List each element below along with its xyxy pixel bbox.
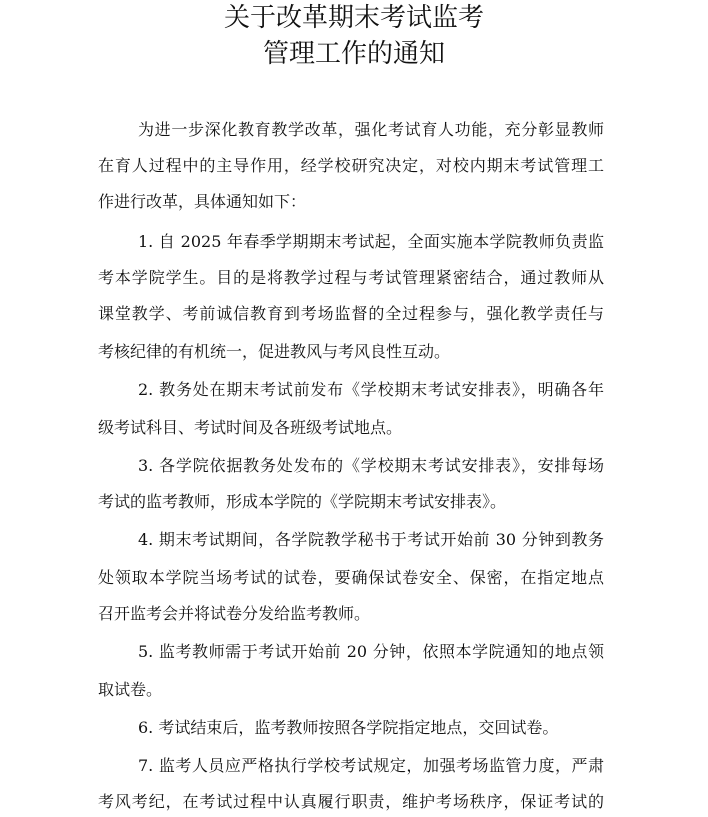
item-7-line: 7. 监考人员应严格执行学校考试规定，加强考场监管力度，严肃 xyxy=(138,756,604,775)
item-1-line: 考本学院学生。目的是将教学过程与考试管理紧密结合，通过教师从 xyxy=(98,268,604,287)
document-title-line-2: 管理工作的通知 xyxy=(262,39,445,69)
item-1-line: 课堂教学、考前诚信教育到考场监督的全过程参与，强化教学责任与 xyxy=(98,304,604,323)
intro-paragraph-line: 作进行改革，具体通知如下： xyxy=(98,192,307,211)
item-4-line: 4. 期末考试期间，各学院教学秘书于考试开始前 30 分钟到教务 xyxy=(138,530,604,549)
item-5-line: 5. 监考教师需于考试开始前 20 分钟，依照本学院通知的地点领 xyxy=(138,642,604,661)
document-title-line-1: 关于改革期末考试监考 xyxy=(223,3,484,33)
intro-paragraph-line: 为进一步深化教育教学改革，强化考试育人功能，充分彰显教师 xyxy=(138,120,604,139)
item-3-line: 3. 各学院依据教务处发布的《学校期末考试安排表》，安排每场 xyxy=(138,456,604,475)
item-7-line: 考风考纪，在考试过程中认真履行职责，维护考场秩序，保证考试的 xyxy=(98,792,604,811)
item-2-line: 级考试科目、考试时间及各班级考试地点。 xyxy=(98,418,403,437)
item-4-line: 召开监考会并将试卷分发给监考教师。 xyxy=(98,604,371,623)
item-2-line: 2. 教务处在期末考试前发布《学校期末考试安排表》，明确各年 xyxy=(138,380,604,399)
item-1-line: 1. 自 2025 年春季学期期末考试起，全面实施本学院教师负责监 xyxy=(138,232,604,251)
item-4-line: 处领取本学院当场考试的试卷，要确保试卷安全、保密，在指定地点 xyxy=(98,568,604,587)
item-3-line: 考试的监考教师，形成本学院的《学院期末考试安排表》。 xyxy=(98,492,507,511)
item-6-line: 6. 考试结束后，监考教师按照各学院指定地点，交回试卷。 xyxy=(138,718,559,737)
item-1-line: 考核纪律的有机统一，促进教风与考风良性互动。 xyxy=(98,342,451,361)
item-5-line: 取试卷。 xyxy=(98,680,163,699)
intro-paragraph-line: 在育人过程中的主导作用，经学校研究决定，对校内期末考试管理工 xyxy=(98,156,604,175)
